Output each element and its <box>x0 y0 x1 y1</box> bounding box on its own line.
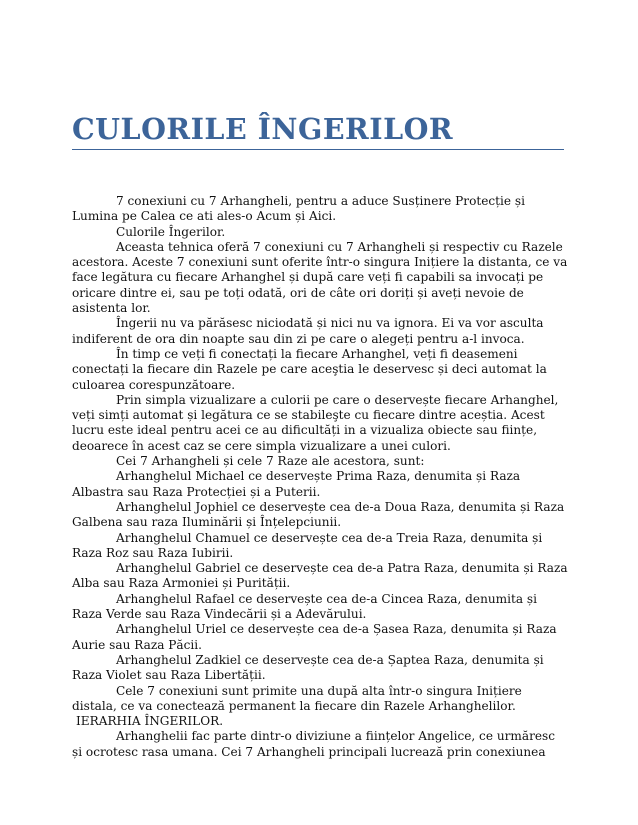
paragraph-archangel-zadkiel: Arhanghelul Zadkiel ce deservește cea de-a Șaptea Raza, denumita și Raza Violet sau Raza Libertății. <box>72 652 544 683</box>
paragraph: Arhanghelii fac parte dintr-o diviziune a ființelor Angelice, ce urmăresc și ocrotesc rasa umana. Cei 7 Arhangheli principali lucrează prin conexiunea <box>72 729 556 759</box>
paragraph: Cele 7 conexiuni sunt primite una după alta într-o singura Inițiere distala, ce va conectează permanent la fiecare din Razele Arhanghelilor. <box>72 683 522 713</box>
paragraph-archangel-rafael: Arhanghelul Rafael ce deservește cea de-a Cincea Raza, denumita și Raza Verde sau Raza Vindecării și a Adevărului. <box>72 591 537 622</box>
section-heading-ierarhia: IERARHIA ÎNGERILOR. <box>76 714 224 729</box>
paragraph-subtitle: Culorile Îngerilor. <box>116 224 226 239</box>
paragraph-archangel-chamuel: Arhanghelul Chamuel ce deservește cea de-a Treia Raza, denumita și Raza Roz sau Raza Iubirii. <box>72 530 543 560</box>
paragraph-archangel-michael: Arhanghelul Michael ce deservește Prima Raza, denumita și Raza Albastra sau Raza Protecției și a Puterii. <box>72 469 521 499</box>
document-title: CULORILE ÎNGERILOR <box>72 112 454 146</box>
paragraph: Cei 7 Arhangheli și cele 7 Raze ale acestora, sunt: <box>116 454 425 469</box>
paragraph: Prin simpla vizualizare a culorii pe care o deservește fiecare Arhanghel, veți simți automat și legătura ce se stabileşte cu fiecare dintre aceștia. Acest lucru este ideal pentru acei ce au dificultăți in a vizualiza obiecte sau ființe, deoarece în acest caz se cere simpla vizualizare a unei culori. <box>72 392 559 453</box>
paragraph-intro: 7 conexiuni cu 7 Arhangheli, pentru a aduce Susținere Protecție și Lumina pe Calea ce ati ales-o Acum și Aici. <box>72 194 525 224</box>
document-body <box>72 194 568 760</box>
paragraph: Aceasta tehnica oferă 7 conexiuni cu 7 Arhangheli și respectiv cu Razele acestora. Aceste 7 conexiuni sunt oferite într-o singura Inițiere la distanta, ce va face legătura cu fiecare Arhanghel și după care veți fi capabili sa invocați pe oricare dintre ei, sau pe toți odată, ori de câte ori doriți și aveți nevoie de asistenta lor. <box>72 239 568 316</box>
paragraph-archangel-gabriel: Arhanghelul Gabriel ce deservește cea de-a Patra Raza, denumita și Raza Alba sau Raza Armoniei și Purității. <box>72 561 568 591</box>
title-underline <box>72 149 564 150</box>
paragraph-archangel-jophiel: Arhanghelul Jophiel ce deservește cea de-a Doua Raza, denumita și Raza Galbena sau raza Iluminării și Înțelepciunii. <box>72 499 565 530</box>
paragraph-archangel-uriel: Arhanghelul Uriel ce deservește cea de-a Șasea Raza, denumita și Raza Aurie sau Raza Păcii. <box>72 622 557 652</box>
paragraph: Îngerii nu va părăsesc niciodată și nici nu va ignora. Ei va vor asculta indiferent de ora din noapte sau din zi pe care o alegeți pentru a-l invoca. <box>72 316 544 346</box>
paragraph: În timp ce veți fi conectați la fiecare Arhanghel, veți fi deasemeni conectați la fiecare din Razele pe care aceştia le deservesc și deci automat la culoarea corespunzătoare. <box>72 346 547 392</box>
